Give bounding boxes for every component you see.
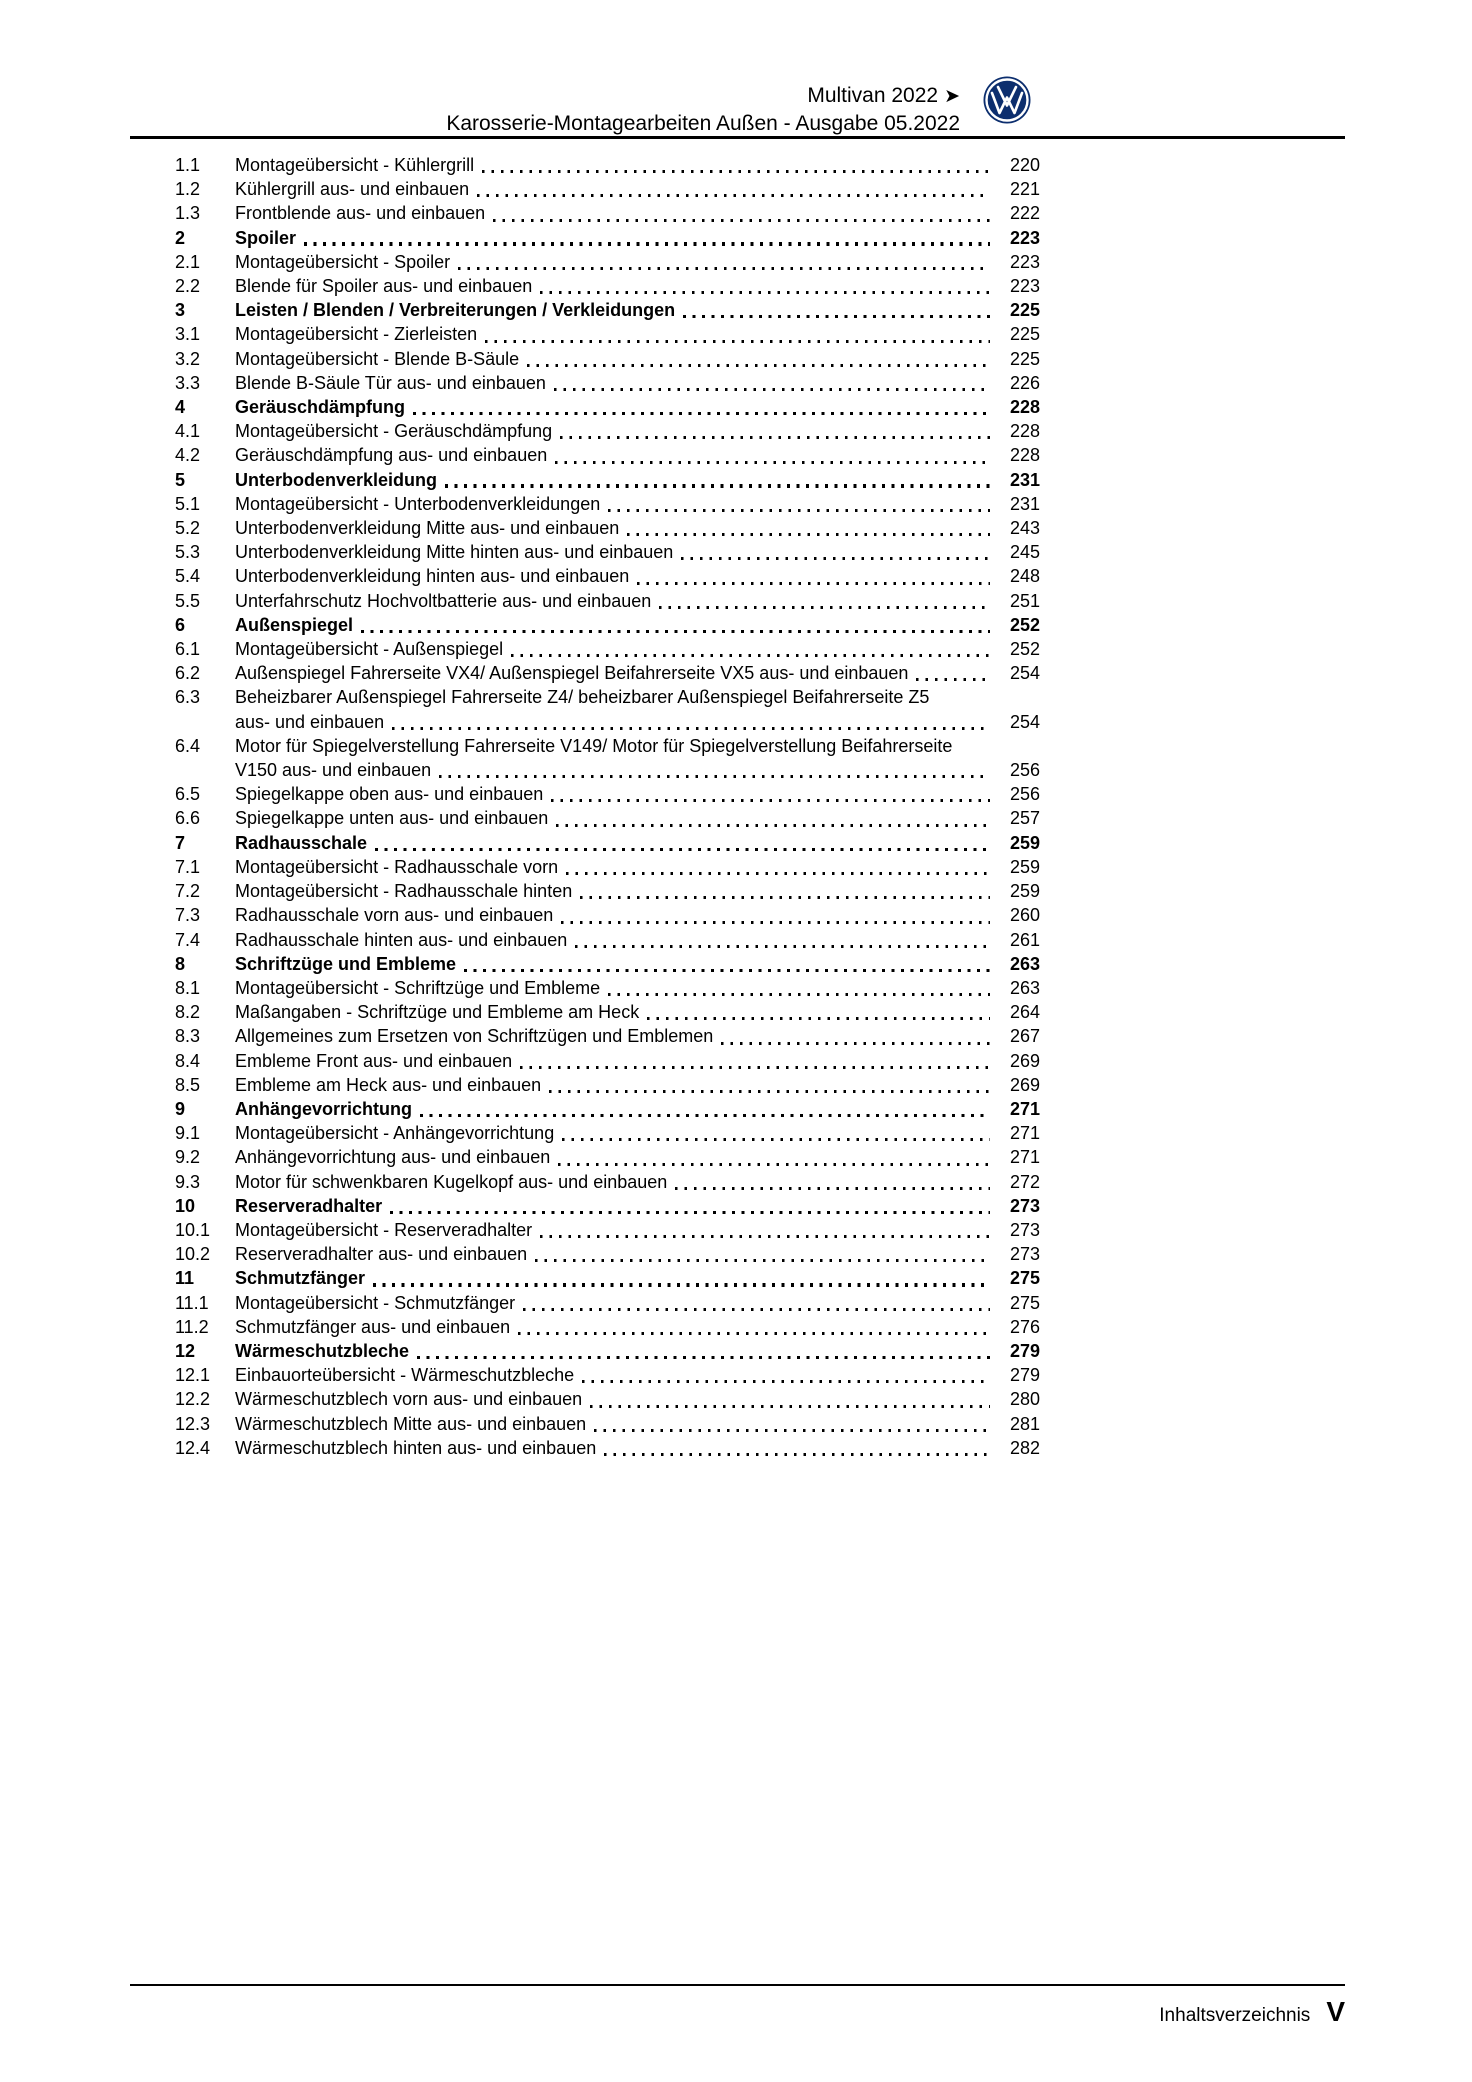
toc-entry-title: Montageübersicht - Reserveradhalter <box>235 1219 533 1240</box>
dot-leader <box>304 242 990 245</box>
dot-leader <box>590 1405 990 1408</box>
dot-leader <box>681 557 990 560</box>
dot-leader <box>562 1138 990 1141</box>
toc-entry-page: 263 <box>1009 953 1040 974</box>
dot-leader <box>477 194 990 197</box>
dot-leader <box>482 170 990 173</box>
toc-entry-number: 7.4 <box>175 929 201 950</box>
toc-entry[interactable] <box>175 734 1040 782</box>
toc-entry-title-cont: aus- und einbauen <box>235 711 385 732</box>
toc-entry-title: Spoiler <box>235 227 297 248</box>
dot-leader <box>561 921 990 924</box>
toc-entry-title: Montageübersicht - Kühlergrill <box>235 155 475 175</box>
toc-entry-title: Einbauorteübersicht - Wärmeschutzbleche <box>235 1365 575 1386</box>
dot-leader <box>560 436 990 439</box>
footer-divider <box>130 1984 1345 1986</box>
toc-entry[interactable] <box>175 1387 1040 1411</box>
toc-entry-number: 4 <box>175 397 186 418</box>
toc-entry[interactable] <box>175 1049 1040 1073</box>
toc-entry-page: 273 <box>1009 1219 1040 1240</box>
toc-entry[interactable] <box>175 177 1040 201</box>
toc-entry-page: 260 <box>1009 905 1040 926</box>
toc-entry-page: 282 <box>1009 1437 1040 1458</box>
header-model-line <box>446 82 960 110</box>
dot-leader <box>608 509 990 512</box>
dot-leader <box>675 1187 990 1190</box>
toc-entry[interactable] <box>175 952 1040 976</box>
toc-entry-title: Montageübersicht - Radhausschale hinten <box>235 881 573 902</box>
dot-leader <box>439 775 990 778</box>
toc-entry-page: 220 <box>1009 155 1040 175</box>
dot-leader <box>390 1211 990 1214</box>
toc-entry-number: 12.3 <box>175 1413 211 1434</box>
toc-entry-title: Motor für Spiegelverstellung Fahrerseite V149/ Motor für Spiegelverstellung Beifahrerseite <box>235 735 953 756</box>
toc-entry-title: Blende B-Säule Tür aus- und einbauen <box>235 372 546 393</box>
dot-leader <box>520 1066 990 1069</box>
dot-leader <box>647 1017 990 1020</box>
toc-entry-title: Kühlergrill aus- und einbauen <box>235 179 470 200</box>
toc-entry-page: 256 <box>1009 784 1040 805</box>
toc-entry-page: 256 <box>1009 760 1040 781</box>
header-model: Multivan 2022 <box>807 84 939 107</box>
toc-entry-number: 6.3 <box>175 687 201 708</box>
toc-entry-page: 276 <box>1009 1316 1040 1337</box>
toc-entry[interactable] <box>175 1412 1040 1436</box>
toc-entry-number: 2.1 <box>175 251 201 272</box>
toc-entry-number: 12.2 <box>175 1389 211 1410</box>
toc-entry-number: 12.4 <box>175 1437 211 1458</box>
toc-entry[interactable] <box>175 395 1040 419</box>
toc-entry-page: 280 <box>1009 1389 1040 1410</box>
toc-entry-page: 254 <box>1009 711 1040 732</box>
toc-entry-number: 8.2 <box>175 1002 201 1023</box>
toc-entry-page: 252 <box>1009 614 1040 635</box>
toc-entry-number: 5.2 <box>175 518 201 539</box>
toc-entry-page: 228 <box>1009 421 1040 442</box>
toc-entry[interactable] <box>175 1073 1040 1097</box>
toc-entry-number: 10.1 <box>175 1219 211 1240</box>
toc-entry-title: Motor für schwenkbaren Kugelkopf aus- und einbauen <box>235 1171 668 1192</box>
toc-entry-page: 251 <box>1009 590 1040 611</box>
toc-entry[interactable] <box>175 1218 1040 1242</box>
dot-leader <box>417 1356 990 1359</box>
toc-entry-title: Radhausschale hinten aus- und einbauen <box>235 929 568 950</box>
toc-entry-continuation-line <box>235 758 1040 782</box>
toc-entry-page: 228 <box>1009 397 1040 418</box>
toc-entry-page: 223 <box>1009 251 1040 272</box>
toc-entry-title: Geräuschdämpfung aus- und einbauen <box>235 445 548 466</box>
toc-entry[interactable] <box>175 1097 1040 1121</box>
toc-entry[interactable] <box>175 564 1040 588</box>
toc-entry-title: Unterbodenverkleidung <box>235 469 438 490</box>
toc-entry[interactable] <box>175 782 1040 806</box>
dot-leader <box>575 945 990 948</box>
toc-entry-title: Außenspiegel <box>235 614 354 635</box>
toc-entry[interactable] <box>175 1242 1040 1266</box>
dot-leader <box>540 291 990 294</box>
toc-entry[interactable] <box>175 903 1040 927</box>
dot-leader <box>445 484 990 487</box>
toc-entry[interactable] <box>175 806 1040 830</box>
toc-entry[interactable] <box>175 1363 1040 1387</box>
toc-entry-number: 12 <box>175 1340 196 1361</box>
toc-entry-page: 267 <box>1009 1026 1040 1047</box>
toc-entry[interactable] <box>175 540 1040 564</box>
toc-entry-number: 9 <box>175 1098 186 1119</box>
toc-entry-number: 1.1 <box>175 155 201 175</box>
toc-entry-page: 275 <box>1009 1268 1040 1289</box>
toc-entry-page: 222 <box>1009 203 1040 224</box>
toc-entry-number: 8.5 <box>175 1074 201 1095</box>
dot-leader <box>608 993 990 996</box>
toc-entry-page: 273 <box>1009 1244 1040 1265</box>
arrow-icon: ➤ <box>944 86 960 107</box>
toc-entry-page: 271 <box>1009 1147 1040 1168</box>
toc-entry-title: Allgemeines zum Ersetzen von Schriftzügen und Emblemen <box>235 1026 714 1047</box>
toc-entry-page: 259 <box>1009 832 1040 853</box>
toc-entry[interactable] <box>175 855 1040 879</box>
toc-entry-number: 11.1 <box>175 1292 209 1313</box>
vw-logo-icon <box>983 76 1031 124</box>
toc-entry-title: Reserveradhalter <box>235 1195 383 1216</box>
toc-entry-title: Radhausschale <box>235 832 368 853</box>
toc-entry-title: Unterbodenverkleidung Mitte hinten aus- und einbauen <box>235 542 674 563</box>
toc-entry[interactable] <box>175 879 1040 903</box>
toc-entry-number: 7 <box>175 832 186 853</box>
toc-entry-page: 225 <box>1009 324 1040 345</box>
toc-entry-title: Schmutzfänger <box>235 1268 366 1289</box>
toc-entry[interactable] <box>175 1170 1040 1194</box>
dot-leader <box>458 267 990 270</box>
toc-entry[interactable] <box>175 347 1040 371</box>
toc-entry-title: Geräuschdämpfung <box>235 397 406 418</box>
toc-entry-title: Wärmeschutzblech vorn aus- und einbauen <box>235 1389 583 1410</box>
toc-entry-page: 271 <box>1009 1123 1040 1144</box>
toc-entry-number: 9.2 <box>175 1147 201 1168</box>
toc-entry[interactable] <box>175 492 1040 516</box>
toc-entry-number: 7.2 <box>175 881 201 902</box>
header-subtitle: Karosserie-Montagearbeiten Außen - Ausgabe 05.2022 <box>446 112 960 135</box>
toc-entry[interactable] <box>175 1145 1040 1169</box>
dot-leader <box>518 1332 990 1335</box>
toc-entry-number: 5.4 <box>175 566 201 587</box>
toc-entry[interactable] <box>175 661 1040 685</box>
toc-entry-page: 269 <box>1009 1050 1040 1071</box>
toc-list <box>175 153 1040 1460</box>
toc-entry-page: 281 <box>1009 1413 1040 1434</box>
dot-leader <box>721 1042 990 1045</box>
dot-leader <box>637 582 990 585</box>
toc-entry[interactable] <box>175 589 1040 613</box>
toc-entry-title: Montageübersicht - Schriftzüge und Embleme <box>235 977 601 998</box>
toc-entry[interactable] <box>175 831 1040 855</box>
toc-entry[interactable] <box>175 298 1040 322</box>
header-divider <box>130 136 1345 139</box>
toc-entry-number: 1.2 <box>175 179 201 200</box>
toc-entry[interactable] <box>175 1024 1040 1048</box>
toc-entry-title: Montageübersicht - Blende B-Säule <box>235 348 520 369</box>
toc-entry-page: 243 <box>1009 518 1040 539</box>
dot-leader <box>511 654 990 657</box>
dot-leader <box>413 412 990 415</box>
toc-entry-title: Wärmeschutzblech hinten aus- und einbauen <box>235 1437 597 1458</box>
dot-leader <box>916 678 990 681</box>
toc-entry-number: 6.6 <box>175 808 201 829</box>
toc-entry-page: 264 <box>1009 1002 1040 1023</box>
toc-entry-number: 4.2 <box>175 445 201 466</box>
dot-leader <box>464 969 990 972</box>
toc-entry-page: 259 <box>1009 881 1040 902</box>
toc-entry-number: 11 <box>175 1268 195 1289</box>
toc-entry-page: 275 <box>1009 1292 1040 1313</box>
dot-leader <box>555 461 990 464</box>
toc-entry-title: Anhängevorrichtung <box>235 1098 413 1119</box>
toc-entry-number: 8.1 <box>175 977 201 998</box>
dot-leader <box>566 872 990 875</box>
toc-entry-title: Montageübersicht - Radhausschale vorn <box>235 856 559 877</box>
toc-entry-title: Leisten / Blenden / Verbreiterungen / Verkleidungen <box>235 300 676 321</box>
toc-entry-page: 259 <box>1009 856 1040 877</box>
toc-entry-page: 223 <box>1009 227 1040 248</box>
dot-leader <box>594 1429 990 1432</box>
toc-entry[interactable] <box>175 1121 1040 1145</box>
toc-entry[interactable] <box>175 274 1040 298</box>
toc-entry-page: 226 <box>1009 372 1040 393</box>
toc-entry-number: 5.1 <box>175 493 201 514</box>
toc-entry[interactable] <box>175 1266 1040 1290</box>
toc-entry[interactable] <box>175 371 1040 395</box>
dot-leader <box>361 630 990 633</box>
toc-entry-page: 269 <box>1009 1074 1040 1095</box>
toc-entry-page: 279 <box>1009 1340 1040 1361</box>
dot-leader <box>535 1259 990 1262</box>
toc-entry-title: Anhängevorrichtung aus- und einbauen <box>235 1147 551 1168</box>
toc-entry[interactable] <box>175 1291 1040 1315</box>
dot-leader <box>523 1308 990 1311</box>
toc-entry-number: 1.3 <box>175 203 201 224</box>
toc-entry-number: 4.1 <box>175 421 201 442</box>
toc-entry-number: 6.4 <box>175 735 201 756</box>
toc-entry-number: 7.1 <box>175 856 201 877</box>
toc-entry-title: Spiegelkappe oben aus- und einbauen <box>235 784 544 805</box>
toc-entry-page: 221 <box>1009 179 1040 200</box>
toc-entry-number: 3.2 <box>175 348 201 369</box>
page-footer <box>1159 1996 1345 2028</box>
toc-entry-number: 9.3 <box>175 1171 201 1192</box>
toc-entry[interactable] <box>175 637 1040 661</box>
toc-entry-number: 10.2 <box>175 1244 211 1265</box>
toc-entry-page: 263 <box>1009 977 1040 998</box>
dot-leader <box>527 364 990 367</box>
toc-entry-page: 223 <box>1009 276 1040 297</box>
toc-entry-number: 5.3 <box>175 542 201 563</box>
toc-entry-number: 10 <box>175 1195 196 1216</box>
toc-entry[interactable] <box>175 685 1040 733</box>
toc-entry[interactable] <box>175 468 1040 492</box>
toc-entry-title: Schriftzüge und Embleme <box>235 953 457 974</box>
toc-entry-title: Montageübersicht - Spoiler <box>235 251 451 272</box>
toc-entry[interactable] <box>175 516 1040 540</box>
toc-entry-page: 273 <box>1009 1195 1040 1216</box>
toc-entry-page: 231 <box>1009 493 1040 514</box>
toc-entry-number: 8.4 <box>175 1050 201 1071</box>
toc-entry-page: 271 <box>1009 1098 1040 1119</box>
toc-entry[interactable] <box>175 419 1040 443</box>
toc-entry-title: Schmutzfänger aus- und einbauen <box>235 1316 511 1337</box>
toc-entry-title: Unterbodenverkleidung Mitte aus- und einbauen <box>235 518 620 539</box>
toc-entry-body <box>235 734 1040 782</box>
toc-entry-title: Blende für Spoiler aus- und einbauen <box>235 276 533 297</box>
toc-entry-page: 225 <box>1009 348 1040 369</box>
toc-entry-title: Radhausschale vorn aus- und einbauen <box>235 905 554 926</box>
dot-leader <box>580 896 990 899</box>
toc-entry-page: 279 <box>1009 1365 1040 1386</box>
toc-entry-title-cont: V150 aus- und einbauen <box>235 760 432 781</box>
dot-leader <box>493 219 990 222</box>
toc-entry-number: 8 <box>175 953 186 974</box>
toc-entry-title: Montageübersicht - Anhängevorrichtung <box>235 1123 555 1144</box>
toc-entry[interactable] <box>175 613 1040 637</box>
toc-entry[interactable] <box>175 1339 1040 1363</box>
toc-entry-title: Frontblende aus- und einbauen <box>235 203 486 224</box>
toc-entry-number: 7.3 <box>175 905 201 926</box>
toc-entry-number: 3.3 <box>175 372 201 393</box>
toc-entry-title: Montageübersicht - Geräuschdämpfung <box>235 421 553 442</box>
toc-entry-title: Wärmeschutzblech Mitte aus- und einbauen <box>235 1413 587 1434</box>
toc-entry[interactable] <box>175 976 1040 1000</box>
toc-entry[interactable] <box>175 1436 1040 1460</box>
dot-leader <box>627 533 990 536</box>
dot-leader <box>551 799 990 802</box>
toc-entry-title: Montageübersicht - Außenspiegel <box>235 639 504 660</box>
dot-leader <box>582 1380 990 1383</box>
toc-entry-number: 2 <box>175 227 186 248</box>
toc-entry-page: 272 <box>1009 1171 1040 1192</box>
toc-entry-page: 254 <box>1009 663 1040 684</box>
dot-leader <box>659 606 990 609</box>
toc-entry-number: 9.1 <box>175 1123 201 1144</box>
toc-entry-number: 6.5 <box>175 784 201 805</box>
dot-leader <box>549 1090 990 1093</box>
toc-entry-title: Unterbodenverkleidung hinten aus- und einbauen <box>235 566 630 587</box>
dot-leader <box>556 824 990 827</box>
toc-entry-page: 245 <box>1009 542 1040 563</box>
toc-entry[interactable] <box>175 250 1040 274</box>
toc-entry-page: 248 <box>1009 566 1040 587</box>
dot-leader <box>540 1235 990 1238</box>
toc-entry-number: 11.2 <box>175 1316 209 1337</box>
dot-leader <box>485 340 990 343</box>
toc-entry-page: 252 <box>1009 639 1040 660</box>
page-header <box>446 82 960 137</box>
toc-entry-title: Montageübersicht - Unterbodenverkleidungen <box>235 493 601 514</box>
toc-entry[interactable] <box>175 1194 1040 1218</box>
toc-entry-title: Embleme am Heck aus- und einbauen <box>235 1074 542 1095</box>
toc-entry-number: 3 <box>175 300 186 321</box>
toc-entry[interactable] <box>175 1315 1040 1339</box>
toc-entry[interactable] <box>175 226 1040 250</box>
toc-entry-page: 228 <box>1009 445 1040 466</box>
toc-entry[interactable] <box>175 201 1040 225</box>
toc-entry-title: Beheizbarer Außenspiegel Fahrerseite Z4/ beheizbarer Außenspiegel Beifahrerseite Z5 <box>235 687 930 708</box>
dot-leader <box>683 315 990 318</box>
toc-entry-page: 225 <box>1009 300 1040 321</box>
dot-leader <box>554 388 990 391</box>
toc-entry-title: Montageübersicht - Zierleisten <box>235 324 478 345</box>
toc-entry[interactable] <box>175 928 1040 952</box>
footer-label: Inhaltsverzeichnis <box>1159 2005 1311 2026</box>
toc-entry-title: Maßangaben - Schriftzüge und Embleme am Heck <box>235 1002 640 1023</box>
dot-leader <box>420 1114 990 1117</box>
toc-entry[interactable] <box>175 1000 1040 1024</box>
toc-entry-title: Unterfahrschutz Hochvoltbatterie aus- und einbauen <box>235 590 652 611</box>
toc-entry-title: Montageübersicht - Schmutzfänger <box>235 1292 516 1313</box>
toc-entry-body <box>235 685 1040 733</box>
dot-leader <box>392 727 990 730</box>
toc-entry-number: 6.1 <box>175 639 201 660</box>
footer-page-number: V <box>1326 1996 1345 2027</box>
toc-entry-page: 231 <box>1009 469 1040 490</box>
toc-entry-page: 261 <box>1009 929 1040 950</box>
toc-entry-title: Spiegelkappe unten aus- und einbauen <box>235 808 549 829</box>
toc-entry-number: 6.2 <box>175 663 201 684</box>
toc-entry-title: Außenspiegel Fahrerseite VX4/ Außenspiegel Beifahrerseite VX5 aus- und einbauen <box>235 663 909 684</box>
dot-leader <box>604 1453 990 1456</box>
toc-entry-title: Wärmeschutzbleche <box>235 1340 410 1361</box>
toc-entry-page: 257 <box>1009 808 1040 829</box>
toc-entry-number: 12.1 <box>175 1365 211 1386</box>
toc-entry[interactable] <box>175 322 1040 346</box>
toc-entry-number: 2.2 <box>175 276 201 297</box>
toc-entry-number: 8.3 <box>175 1026 201 1047</box>
toc-entry-number: 3.1 <box>175 324 201 345</box>
dot-leader <box>373 1283 990 1286</box>
toc-entry-title: Reserveradhalter aus- und einbauen <box>235 1244 528 1265</box>
toc-entry-number: 5 <box>175 469 186 490</box>
toc-entry-continuation-line <box>235 710 1040 734</box>
dot-leader <box>558 1163 990 1166</box>
toc-entry-title: Embleme Front aus- und einbauen <box>235 1050 513 1071</box>
toc-entry-number: 6 <box>175 614 186 635</box>
toc-entry[interactable] <box>175 443 1040 467</box>
toc-entry-number: 5.5 <box>175 590 201 611</box>
toc-entry[interactable] <box>175 153 1040 177</box>
dot-leader <box>375 848 990 851</box>
